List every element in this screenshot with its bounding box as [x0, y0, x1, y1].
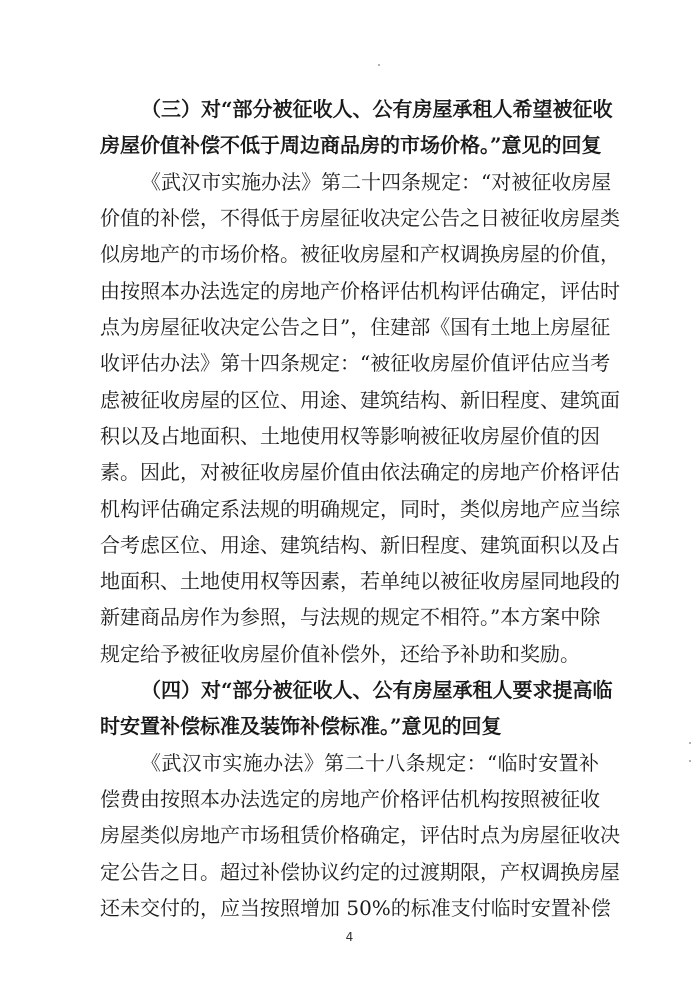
paragraph-line: 还未交付的，应当按照增加 50%的标准支付临时安置补偿 — [100, 896, 611, 920]
paragraph-line: 地面积、土地使用权等因素，若单纯以被征收房屋同地段的 — [100, 569, 620, 593]
paragraph-line: 定公告之日。超过补偿协议约定的过渡期限，产权调换房屋 — [100, 860, 620, 884]
paragraph-line: 虑被征收房屋的区位、用途、建筑结构、新旧程度、建筑面 — [100, 388, 620, 412]
page-number: 4 — [345, 930, 354, 944]
heading-3-line-1: （三）对“部分被征收人、公有房屋承租人希望被征收 — [141, 97, 613, 121]
paragraph-line: 新建商品房作为参照，与法规的规定不相符。”本方案中除 — [100, 605, 601, 629]
paragraph-line: 偿费由按照本办法选定的房地产价格评估机构按照被征收 — [100, 787, 600, 811]
paragraph-line: 《武汉市实施办法》第二十八条规定：“临时安置补 — [141, 751, 599, 775]
paragraph-line: 点为房屋征收决定公告之日”，住建部《国有土地上房屋征 — [100, 315, 611, 339]
scan-speck — [689, 742, 691, 744]
scan-speck — [378, 64, 380, 66]
paragraph-line: 《武汉市实施办法》第二十四条规定：“对被征收房屋 — [141, 170, 612, 194]
paragraph-line: 规定给予被征收房屋价值补偿外，还给予补助和奖励。 — [100, 642, 580, 666]
paragraph-line: 机构评估确定系法规的明确规定，同时，类似房地产应当综 — [100, 497, 620, 521]
paragraph-line: 合考虑区位、用途、建筑结构、新旧程度、建筑面积以及占 — [100, 533, 620, 557]
paragraph-line: 由按照本办法选定的房地产价格评估机构评估确定，评估时 — [100, 279, 620, 303]
paragraph-line: 价值的补偿，不得低于房屋征收决定公告之日被征收房屋类 — [100, 206, 620, 230]
paragraph-line: 素。因此，对被征收房屋价值由依法确定的房地产价格评估 — [100, 460, 620, 484]
heading-4-line-2: 时安置补偿标准及装饰补偿标准。”意见的回复 — [100, 714, 502, 738]
scan-speck — [689, 760, 691, 762]
heading-3-line-2: 房屋价值补偿不低于周边商品房的市场价格。”意见的回复 — [100, 133, 602, 157]
paragraph-line: 似房地产的市场价格。被征收房屋和产权调换房屋的价值， — [100, 242, 620, 266]
paragraph-line: 房屋类似房地产市场租赁价格确定，评估时点为房屋征收决 — [100, 823, 620, 847]
heading-4-line-1: （四）对“部分被征收人、公有房屋承租人要求提高临 — [141, 678, 613, 702]
paragraph-line: 收评估办法》第十四条规定：“被征收房屋价值评估应当考 — [100, 351, 611, 375]
paragraph-line: 积以及占地面积、土地使用权等影响被征收房屋价值的因 — [100, 424, 600, 448]
